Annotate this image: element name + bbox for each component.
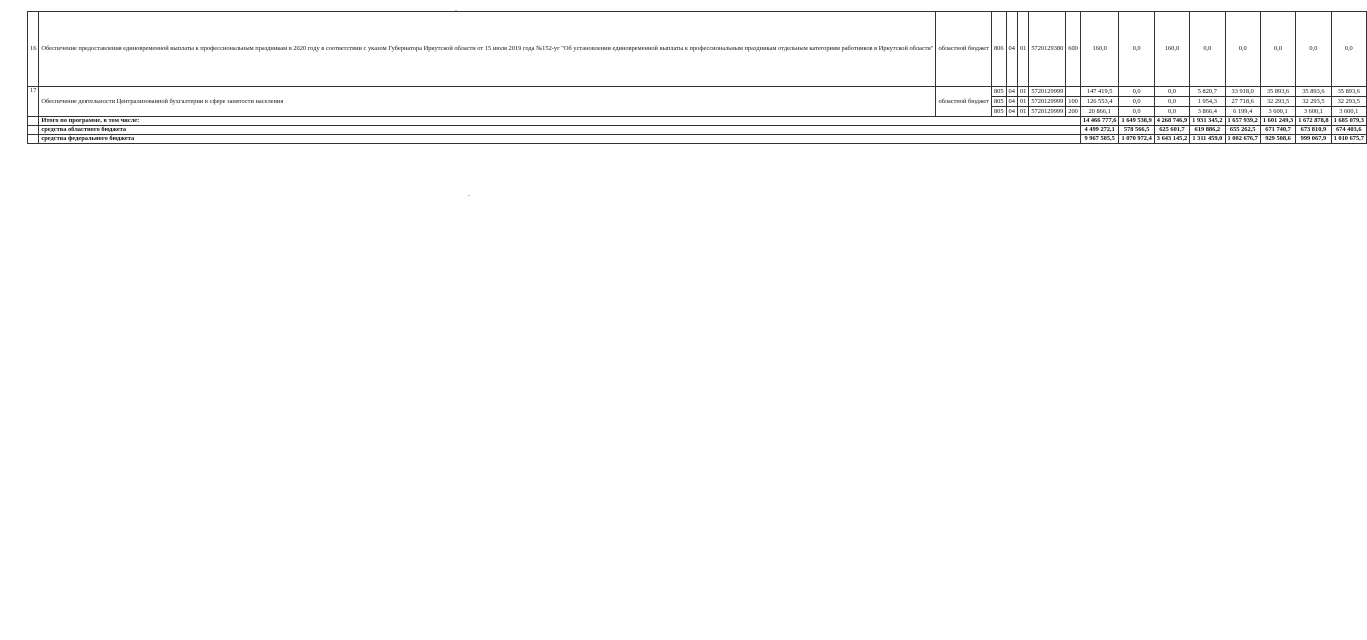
value-cell: 35 893,6 — [1331, 87, 1366, 97]
scan-speck — [468, 195, 470, 196]
value-cell: 32 293,5 — [1260, 97, 1295, 107]
vr-code: 200 — [1066, 107, 1081, 117]
value-cell: 3 643 145,2 — [1154, 135, 1189, 144]
value-cell: 0,0 — [1154, 107, 1189, 117]
value-cell: 4 268 746,9 — [1154, 117, 1189, 126]
value-cell: 1 931 345,2 — [1190, 117, 1225, 126]
rz-code: 04 — [1006, 107, 1017, 117]
value-cell: 1 657 939,2 — [1225, 117, 1260, 126]
value-cell: 0,0 — [1154, 87, 1189, 97]
pr-code: 01 — [1017, 107, 1028, 117]
pr-code: 01 — [1017, 87, 1028, 97]
row-name: Обеспечение деятельности Централизованной бухгалтерии в сфере занятости населения — [39, 87, 936, 117]
value-cell: 0,0 — [1225, 12, 1260, 87]
empty-cell — [28, 117, 39, 126]
rz-code: 04 — [1006, 12, 1017, 87]
row-name: Обеспечение предоставления единовременной выплаты к профессиональным праздникам в 2020 году в соответствии с указом Губернатора Иркутской области от 15 июля 2019 года №152-уг "Об установлении единовременной выплаты к профессиональным праздникам отдельным категориям работников в Иркутской области" — [39, 12, 936, 87]
value-cell: 3 600,1 — [1331, 107, 1366, 117]
value-cell: 32 293,5 — [1331, 97, 1366, 107]
value-cell: 27 718,6 — [1225, 97, 1260, 107]
empty-cell — [28, 126, 39, 135]
value-cell: 33 918,0 — [1225, 87, 1260, 97]
value-cell: 160,0 — [1080, 12, 1119, 87]
table-row — [28, 87, 1367, 97]
csr-code: 5720129380 — [1029, 12, 1066, 87]
total-row — [28, 126, 1367, 135]
value-cell: 1 002 676,7 — [1225, 135, 1260, 144]
total-label: средства федерального бюджета — [39, 135, 1080, 144]
rz-code: 04 — [1006, 97, 1017, 107]
value-cell: 147 419,5 — [1080, 87, 1119, 97]
vr-code — [1066, 87, 1081, 97]
value-cell: 0,0 — [1190, 12, 1225, 87]
row-number: 16 — [28, 12, 39, 87]
value-cell: 20 866,1 — [1080, 107, 1119, 117]
value-cell: 35 893,6 — [1296, 87, 1331, 97]
value-cell: 126 553,4 — [1080, 97, 1119, 107]
budget-table — [27, 11, 1367, 144]
value-cell: 0,0 — [1119, 107, 1154, 117]
value-cell: 35 893,6 — [1260, 87, 1295, 97]
value-cell: 1 649 538,9 — [1119, 117, 1154, 126]
value-cell: 673 810,9 — [1296, 126, 1331, 135]
value-cell: 3 600,1 — [1296, 107, 1331, 117]
grbs-code: 805 — [991, 97, 1006, 107]
scan-speck — [455, 10, 457, 11]
value-cell: 625 601,7 — [1154, 126, 1189, 135]
funding-source: областной бюджет — [936, 12, 992, 87]
pr-code: 01 — [1017, 12, 1028, 87]
vr-code: 600 — [1066, 12, 1081, 87]
grbs-code: 805 — [991, 107, 1006, 117]
value-cell: 1 672 878,8 — [1296, 117, 1331, 126]
csr-code: 5720129999 — [1029, 107, 1066, 117]
value-cell: 4 499 272,1 — [1080, 126, 1119, 135]
value-cell: 674 403,6 — [1331, 126, 1366, 135]
value-cell: 0,0 — [1154, 97, 1189, 107]
value-cell: 160,0 — [1154, 12, 1189, 87]
value-cell: 0,0 — [1119, 87, 1154, 97]
value-cell: 655 262,5 — [1225, 126, 1260, 135]
funding-source: областной бюджет — [936, 87, 992, 117]
value-cell: 578 566,5 — [1119, 126, 1154, 135]
grbs-code: 805 — [991, 87, 1006, 97]
vr-code: 100 — [1066, 97, 1081, 107]
total-label: средства областного бюджета — [39, 126, 1080, 135]
table-row — [28, 12, 1367, 87]
value-cell: 0,0 — [1296, 12, 1331, 87]
value-cell: 619 886,2 — [1190, 126, 1225, 135]
total-label: Итого по программе, в том числе: — [39, 117, 1080, 126]
value-cell: 1 685 079,3 — [1331, 117, 1366, 126]
value-cell: 1 070 972,4 — [1119, 135, 1154, 144]
value-cell: 1 010 675,7 — [1331, 135, 1366, 144]
value-cell: 671 740,7 — [1260, 126, 1295, 135]
csr-code: 5720129999 — [1029, 97, 1066, 107]
value-cell: 6 199,4 — [1225, 107, 1260, 117]
rz-code: 04 — [1006, 87, 1017, 97]
row-number: 17 — [28, 87, 39, 117]
total-row — [28, 117, 1367, 126]
total-row — [28, 135, 1367, 144]
value-cell: 3 866,4 — [1190, 107, 1225, 117]
empty-cell — [28, 135, 39, 144]
value-cell: 5 820,7 — [1190, 87, 1225, 97]
value-cell: 929 508,6 — [1260, 135, 1295, 144]
value-cell: 1 601 249,3 — [1260, 117, 1295, 126]
pr-code: 01 — [1017, 97, 1028, 107]
value-cell: 32 293,5 — [1296, 97, 1331, 107]
value-cell: 1 954,3 — [1190, 97, 1225, 107]
value-cell: 9 967 505,5 — [1080, 135, 1119, 144]
value-cell: 3 600,1 — [1260, 107, 1295, 117]
value-cell: 0,0 — [1260, 12, 1295, 87]
value-cell: 0,0 — [1119, 12, 1154, 87]
value-cell: 999 067,9 — [1296, 135, 1331, 144]
value-cell: 0,0 — [1119, 97, 1154, 107]
value-cell: 0,0 — [1331, 12, 1366, 87]
grbs-code: 806 — [991, 12, 1006, 87]
value-cell: 1 311 459,0 — [1190, 135, 1225, 144]
value-cell: 14 466 777,6 — [1080, 117, 1119, 126]
csr-code: 5720129999 — [1029, 87, 1066, 97]
